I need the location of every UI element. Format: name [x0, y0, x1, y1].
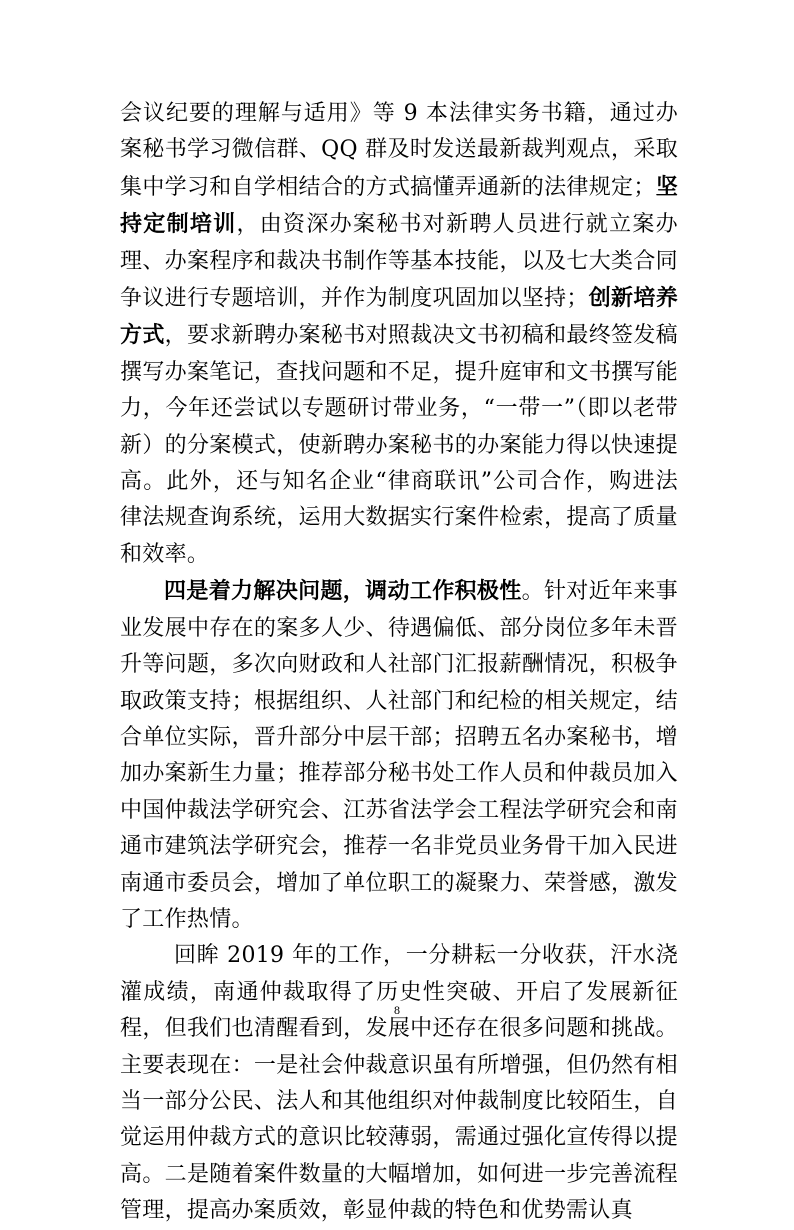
document-body — [120, 96, 678, 1230]
bold-heading-run: 坚持定制培训 — [120, 173, 678, 238]
text-run: ，由资深办案秘书对新聘人员进行就立案办理、办案程序和裁决书制作等基本技能，以及七大类合同争议进行专题培训，并作为制度巩固加以坚持； — [120, 212, 678, 312]
text-run: 。针对近年来事业发展中存在的案多人少、待遇偏低、部分岗位多年未晋升等问题，多次向财政和人社部门汇报薪酬情况，积极争取政策支持；根据组织、人社部门和纪检的相关规定，结合单位实际，晋升部分中层干部；招聘五名办案秘书，增加办案新生力量；推荐部分秘书处工作人员和仲裁员加入中国仲裁法学研究会、江苏省法学会工程法学研究会和南通市建筑法学研究会，推荐一名非党员业务骨干加入民进南通市委员会，增加了单位职工的凝聚力、荣誉感，激发了工作热情。 — [120, 579, 678, 932]
section-heading-run: 四是着力解决问题，调动工作积极性 — [164, 578, 522, 605]
paragraph-review — [120, 938, 678, 1229]
text-run: 会议纪要的理解与适用》等 9 本法律实务书籍，通过办案秘书学习微信群、QQ 群及时发送最新裁判观点，采取集中学习和自学相结合的方式搞懂弄通新的法律规定； — [120, 101, 678, 200]
bold-heading-run: 创新培养方式 — [120, 285, 678, 349]
text-run: 回眸 2019 年的工作，一分耕耘一分收获，汗水浇灌成绩，南通仲裁取得了历史性突破、开启了发展新征程，但我们也清醒看到，发展中还存在很多问题和挑战。主要表现在：一是社会仲裁意识虽有所增强，但仍然有相当一部分公民、法人和其他组织对仲裁制度比较陌生，自觉运用仲裁方式的意识比较薄弱，需通过强化宣传得以提高。二是随着案件数量的大幅增加，如何进一步完善流程管理，提高办案质效，彰显仲裁的特色和优势需认真 — [120, 943, 678, 1224]
page-number: 8 — [394, 1003, 400, 1017]
text-run: ，要求新聘办案秘书对照裁决文书初稿和最终签发稿撰写办案笔记，查找问题和不足，提升庭审和文书撰写能力，今年还尝试以专题研讨带业务，“一带一”（即以老带新）的分案模式，使新聘办案秘书的办案能力得以快速提高。此外，还与知名企业“律商联讯”公司合作，购进法律法规查询系统，运用大数据实行案件检索，提高了质量和效率。 — [120, 323, 678, 567]
paragraph-section-four — [120, 573, 678, 938]
paragraph-training — [120, 96, 678, 573]
